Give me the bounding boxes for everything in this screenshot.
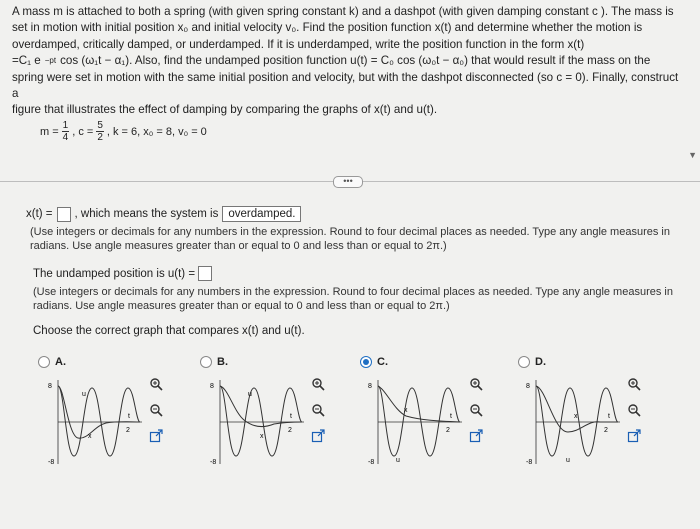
position-answer-row bbox=[26, 206, 301, 222]
note-line: (Use integers or decimals for any numbers in the expression. Round to four decimal places as needed. Type any angle measures in bbox=[33, 286, 673, 298]
graph-b-x-label: x bbox=[260, 433, 264, 440]
radio-b[interactable] bbox=[200, 356, 212, 368]
given-parameters bbox=[40, 120, 207, 143]
zoom-out-icon[interactable] bbox=[626, 402, 642, 418]
graph-a-u-label: u bbox=[82, 391, 86, 398]
expand-more-button[interactable]: ••• bbox=[333, 176, 363, 188]
graph-d[interactable] bbox=[524, 376, 624, 468]
graph-b-two-label: 2 bbox=[288, 427, 292, 434]
graph-d-two-label: 2 bbox=[604, 427, 608, 434]
graph-c-x-label: x bbox=[404, 407, 408, 414]
problem-line: set in motion with initial position x₀ and initial velocity v₀. Find the position function x(t) and determine whether the motion is bbox=[12, 21, 643, 35]
graph-b-top-label: 8 bbox=[210, 383, 214, 390]
radio-c-selected[interactable] bbox=[360, 356, 372, 368]
graph-c-bottom-label: -8 bbox=[368, 459, 375, 466]
param-c-label: , c = bbox=[72, 125, 94, 138]
m-denominator: 4 bbox=[62, 132, 69, 143]
m-fraction bbox=[62, 120, 70, 143]
radio-d[interactable] bbox=[518, 356, 530, 368]
problem-line: figure that illustrates the effect of damping by comparing the graphs of x(t) and u(t). bbox=[12, 103, 438, 117]
graph-b-tools bbox=[310, 376, 330, 444]
option-b[interactable] bbox=[200, 356, 228, 368]
open-external-icon[interactable] bbox=[148, 428, 164, 444]
x-answer-input[interactable] bbox=[57, 207, 71, 222]
scroll-down-arrow-icon[interactable]: ▼ bbox=[688, 150, 697, 160]
param-rest: , k = 6, x₀ = 8, v₀ = 0 bbox=[106, 125, 207, 138]
option-d[interactable] bbox=[518, 356, 546, 368]
problem-text: cos (ω₁t − α₁). Also, find the undamped position function u(t) = C₀ cos (ω₀t − α₀) that would result if the mass on the bbox=[60, 54, 651, 68]
graph-d-tools bbox=[626, 376, 646, 444]
problem-line: overdamped, critically damped, or underdamped. If it is underdamped, write the position function in the form x(t) bbox=[12, 37, 585, 51]
c-denominator: 2 bbox=[97, 132, 103, 143]
note-line: radians. Use angle measures greater than or equal to 0 and less than or equal to 2π.) bbox=[30, 239, 447, 252]
u-prefix: The undamped position is u(t) = bbox=[33, 267, 196, 280]
problem-statement bbox=[12, 4, 682, 119]
damping-type-dropdown[interactable]: overdamped. bbox=[222, 206, 301, 222]
zoom-in-icon[interactable] bbox=[468, 376, 484, 392]
graph-d-bottom-label: -8 bbox=[526, 459, 533, 466]
zoom-in-icon[interactable] bbox=[310, 376, 326, 392]
graph-d-t-label: t bbox=[608, 413, 610, 420]
graph-a-bottom-label: -8 bbox=[48, 459, 55, 466]
graph-c-t-label: t bbox=[450, 413, 452, 420]
graph-a[interactable] bbox=[46, 376, 146, 468]
open-external-icon[interactable] bbox=[626, 428, 642, 444]
zoom-out-icon[interactable] bbox=[468, 402, 484, 418]
graph-b[interactable] bbox=[208, 376, 308, 468]
c-fraction bbox=[96, 120, 104, 143]
param-m-label: m = bbox=[40, 125, 59, 138]
graph-a-x-label: x bbox=[88, 433, 92, 440]
problem-line: spring were set in motion with the same initial position and velocity, but with the dashpot disconnected (so c = 0). Finally, construct a bbox=[12, 70, 679, 101]
graph-a-two-label: 2 bbox=[126, 427, 130, 434]
graph-c-tools bbox=[468, 376, 488, 444]
graph-b-t-label: t bbox=[290, 413, 292, 420]
undamped-answer-row bbox=[33, 266, 212, 281]
graph-d-x-label: x bbox=[574, 413, 578, 420]
zoom-out-icon[interactable] bbox=[148, 402, 164, 418]
graph-a-tools bbox=[148, 376, 168, 444]
zoom-in-icon[interactable] bbox=[148, 376, 164, 392]
option-d-label: D. bbox=[535, 356, 546, 368]
u-curve bbox=[220, 386, 302, 456]
problem-exponent: −pt bbox=[44, 56, 57, 66]
graph-c-u-label: u bbox=[396, 457, 400, 464]
graph-d-u-label: u bbox=[566, 457, 570, 464]
system-text: , which means the system is bbox=[74, 208, 219, 220]
u-answer-input[interactable] bbox=[198, 266, 212, 281]
note-line: (Use integers or decimals for any numbers in the expression. Round to four decimal places as needed. Type any angle measures in bbox=[30, 226, 670, 238]
x-prefix: x(t) = bbox=[26, 208, 53, 220]
x-curve bbox=[378, 386, 460, 422]
open-external-icon[interactable] bbox=[468, 428, 484, 444]
graph-b-bottom-label: -8 bbox=[210, 459, 217, 466]
graph-c[interactable] bbox=[366, 376, 466, 468]
u-curve bbox=[58, 386, 140, 456]
option-a-label: A. bbox=[55, 356, 66, 368]
choose-graph-prompt: Choose the correct graph that compares x(t) and u(t). bbox=[33, 325, 305, 337]
option-b-label: B. bbox=[217, 356, 228, 368]
graph-a-t-label: t bbox=[128, 413, 130, 420]
graph-c-top-label: 8 bbox=[368, 383, 372, 390]
note-line: radians. Use angle measures greater than or equal to 0 and less than or equal to 2π.) bbox=[33, 299, 450, 312]
open-external-icon[interactable] bbox=[310, 428, 326, 444]
graph-a-top-label: 8 bbox=[48, 383, 52, 390]
graph-b-u-label: u bbox=[248, 391, 252, 398]
option-c[interactable] bbox=[360, 356, 388, 368]
c-numerator: 5 bbox=[97, 120, 103, 131]
m-numerator: 1 bbox=[62, 120, 69, 131]
option-c-label: C. bbox=[377, 356, 388, 368]
u-curve bbox=[536, 386, 618, 456]
radio-a[interactable] bbox=[38, 356, 50, 368]
instruction-note-2 bbox=[33, 286, 683, 313]
graph-c-two-label: 2 bbox=[446, 427, 450, 434]
instruction-note-1 bbox=[30, 226, 680, 253]
zoom-out-icon[interactable] bbox=[310, 402, 326, 418]
option-a[interactable] bbox=[38, 356, 66, 368]
problem-formula-line bbox=[12, 53, 682, 69]
zoom-in-icon[interactable] bbox=[626, 376, 642, 392]
graph-d-top-label: 8 bbox=[526, 383, 530, 390]
problem-line: A mass m is attached to both a spring (with given spring constant k) and a dashpot (with given damping constant c ). The mass is bbox=[12, 5, 674, 18]
problem-text: =C₁ e bbox=[12, 54, 41, 68]
